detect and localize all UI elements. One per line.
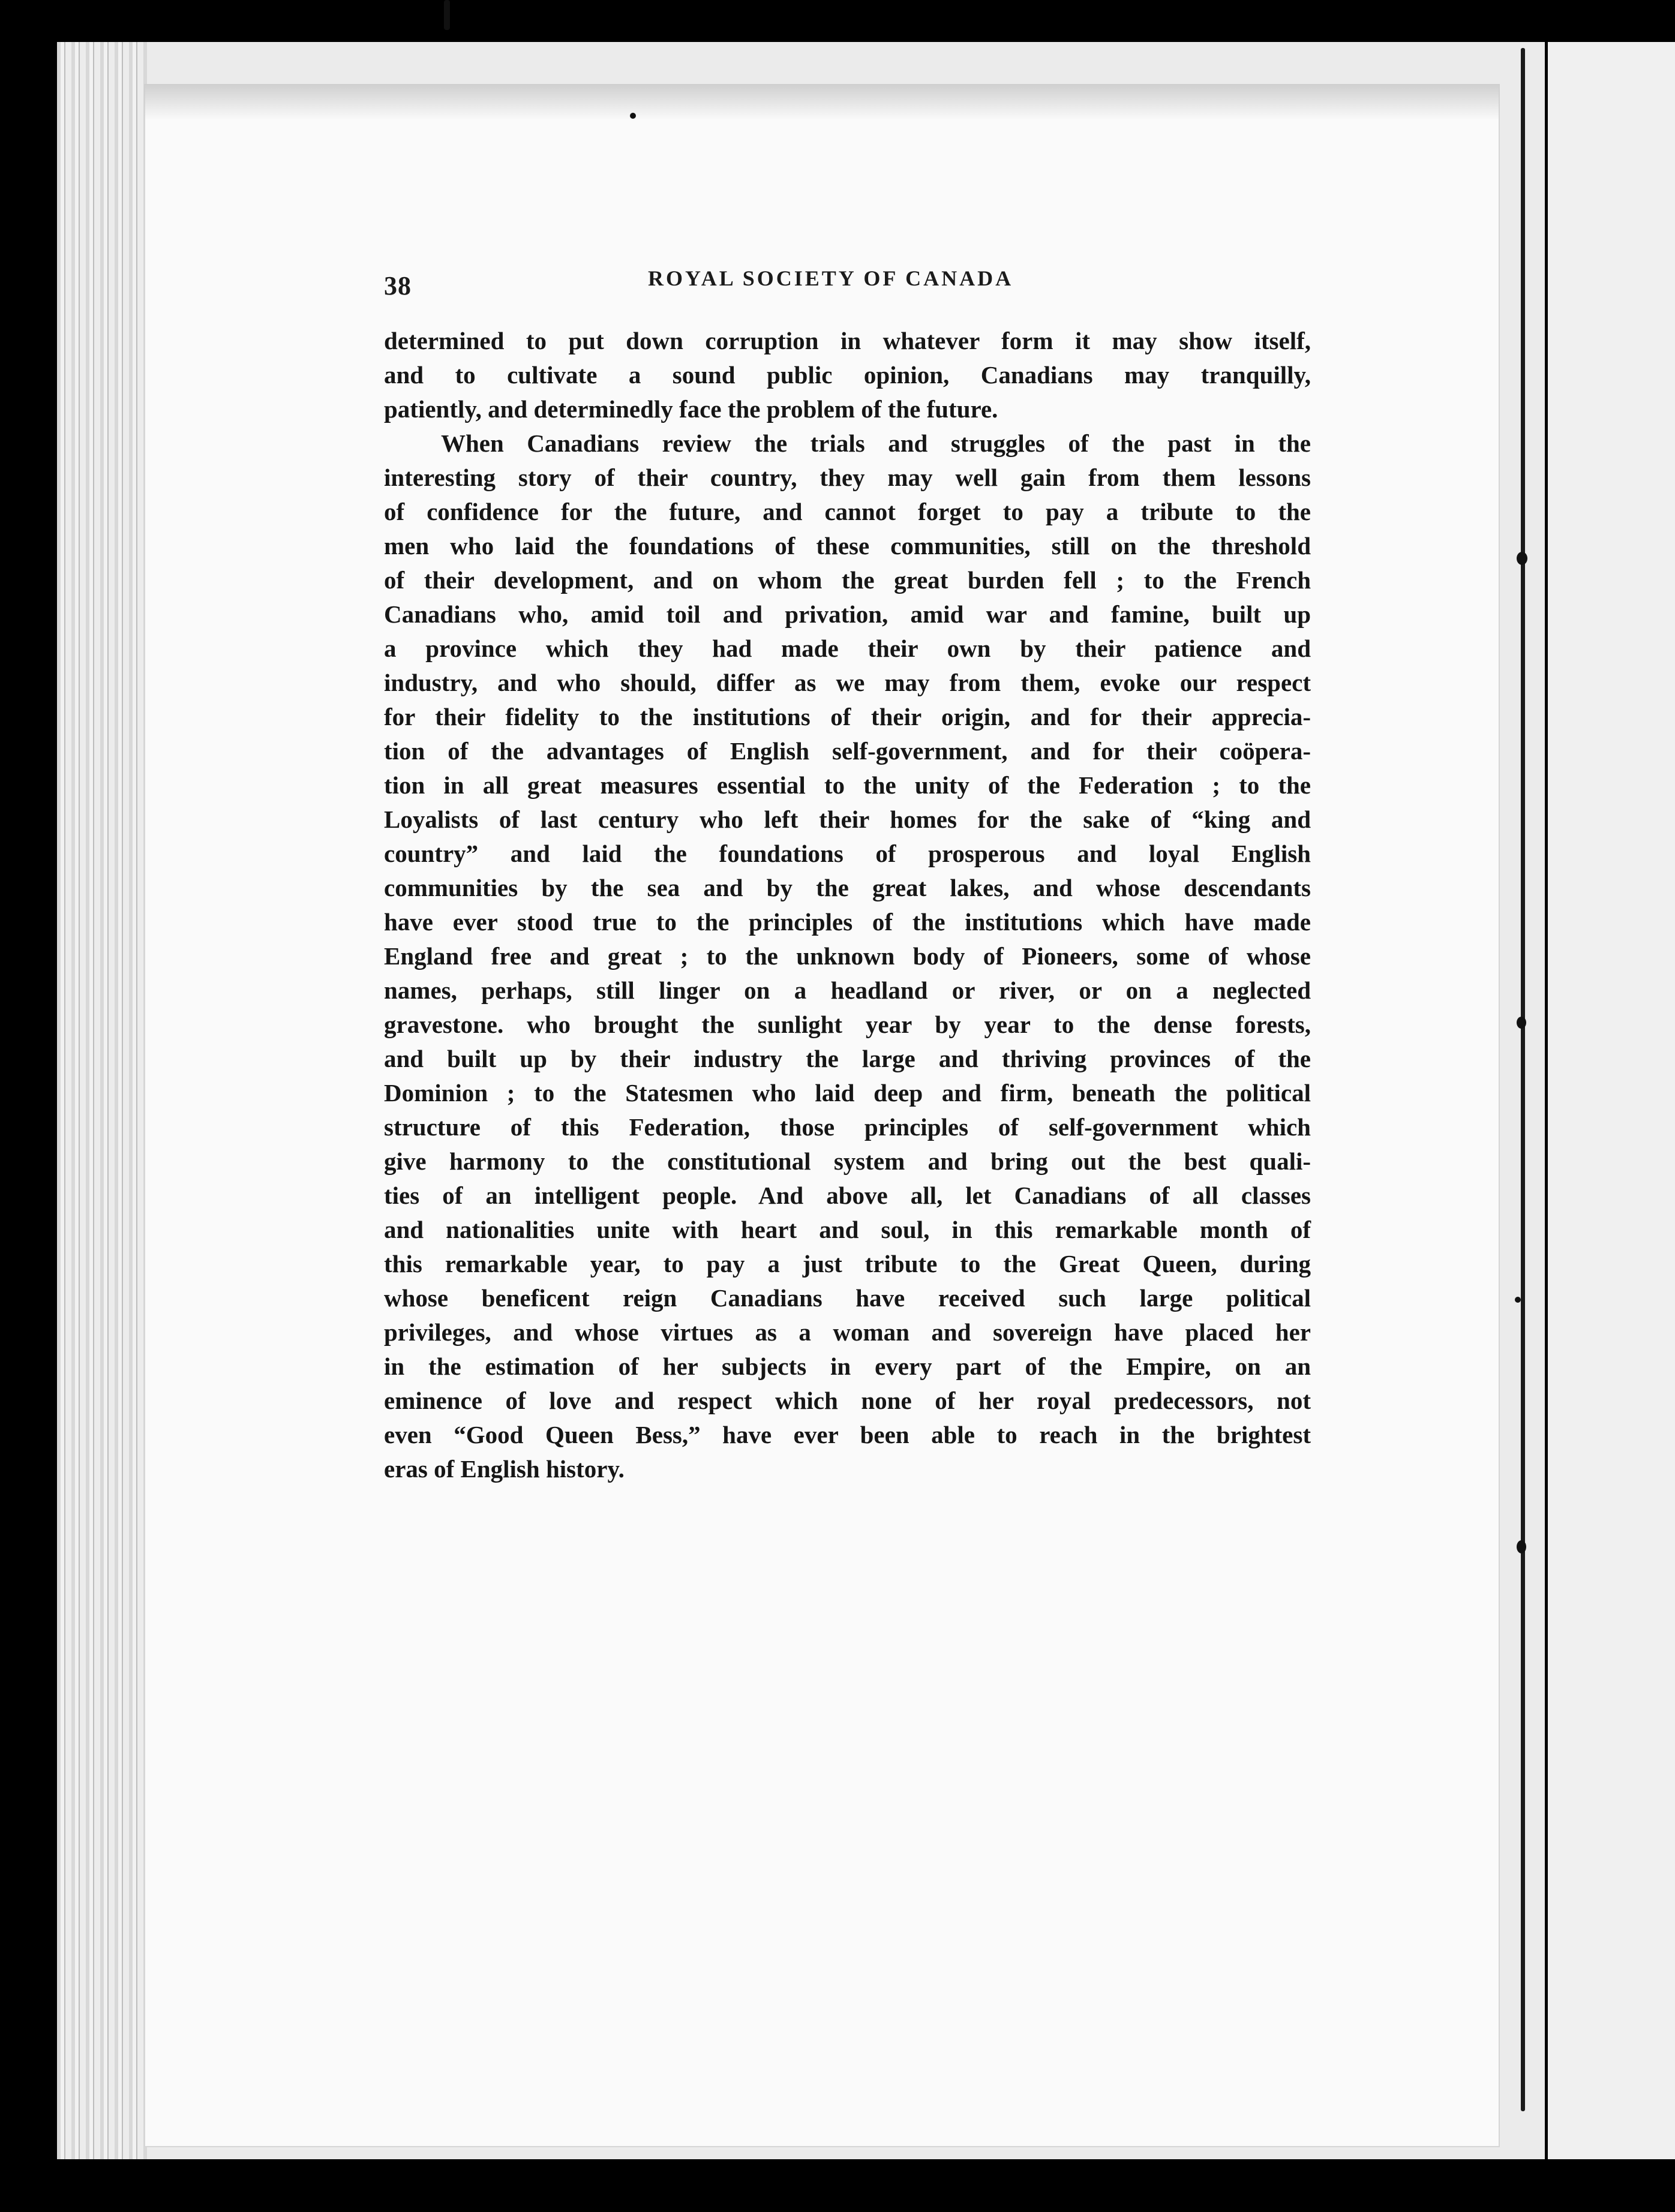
scan-speck [630,113,636,119]
text-line: patiently, and determinedly face the problem of the future. [384,395,998,423]
text-line: of confidence for the future, and cannot forget to pay a tribute to the [384,498,1311,525]
page-number: 38 [384,271,412,300]
text-line: have ever stood true to the principles of the institutions which have made [384,908,1311,936]
scan-speck [444,0,450,30]
running-head [384,260,1320,302]
text-line: gravestone. who brought the sunlight year by year to the dense forests, [384,1011,1311,1038]
text-line: this remarkable year, to pay a just tribute to the Great Queen, during [384,1250,1311,1278]
text-line: determined to put down corruption in whatever form it may show itself, [384,327,1311,354]
page-top-shadow [144,84,1500,120]
text-line: of their development, and on whom the great burden fell ; to the French [384,566,1311,594]
text-line: a province which they had made their own by their patience and [384,635,1311,662]
text-line: men who laid the foundations of these communities, still on the threshold [384,532,1311,560]
text-line: structure of this Federation, those principles of self-government which [384,1113,1311,1141]
text-line: tion in all great measures essential to the unity of the Federation ; to the [384,771,1311,799]
text-line: eras of English history. [384,1455,625,1483]
text-line: industry, and who should, differ as we may from them, evoke our respect [384,669,1311,696]
text-line: Dominion ; to the Statesmen who laid deep and firm, beneath the political [384,1079,1311,1107]
text-line: country” and laid the foundations of prosperous and loyal English [384,840,1311,867]
text-line: England free and great ; to the unknown body of Pioneers, some of whose [384,942,1311,970]
text-line: communities by the sea and by the great lakes, and whose descendants [384,874,1311,901]
text-line: and to cultivate a sound public opinion, Canadians may tranquilly, [384,361,1311,389]
text-line: and nationalities unite with heart and soul, in this remarkable month of [384,1216,1311,1243]
paragraph [384,324,1311,426]
text-line: names, perhaps, still linger on a headland or river, or on a neglected [384,976,1311,1004]
scan-speck [1517,1017,1526,1029]
text-line: privileges, and whose virtues as a woman and sovereign have placed her [384,1318,1311,1346]
text-line: and built up by their industry the large and thriving provinces of the [384,1045,1311,1072]
text-line: When Canadians review the trials and struggles of the past in the [441,429,1311,457]
text-line: even “Good Queen Bess,” have ever been able to reach in the brightest [384,1421,1311,1448]
running-head-title: ROYAL SOCIETY OF CANADA [648,266,1014,290]
body-text [384,324,1311,1486]
stacked-page-edges [57,42,147,2159]
text-line: for their fidelity to the institutions of their origin, and for their apprecia- [384,703,1311,731]
binding-gutter-line [1521,48,1525,2111]
scan-speck [1515,1297,1521,1303]
text-line: ties of an intelligent people. And above all, let Canadians of all classes [384,1182,1311,1209]
text-line: give harmony to the constitutional system and bring out the best quali- [384,1147,1311,1175]
text-line: whose beneficent reign Canadians have received such large political [384,1284,1311,1312]
text-line: Canadians who, amid toil and privation, amid war and famine, built up [384,600,1311,628]
scan-speck [1517,552,1527,565]
text-line: Loyalists of last century who left their homes for the sake of “king and [384,806,1311,833]
facing-page-leaf [1548,42,1675,2159]
text-line: interesting story of their country, they may well gain from them lessons [384,464,1311,491]
text-line: in the estimation of her subjects in every part of the Empire, on an [384,1353,1311,1380]
paragraph [384,426,1311,1486]
text-line: tion of the advantages of English self-government, and for their coöpera- [384,737,1311,765]
text-line: eminence of love and respect which none of her royal predecessors, not [384,1387,1311,1414]
scan-speck [1517,1540,1526,1553]
